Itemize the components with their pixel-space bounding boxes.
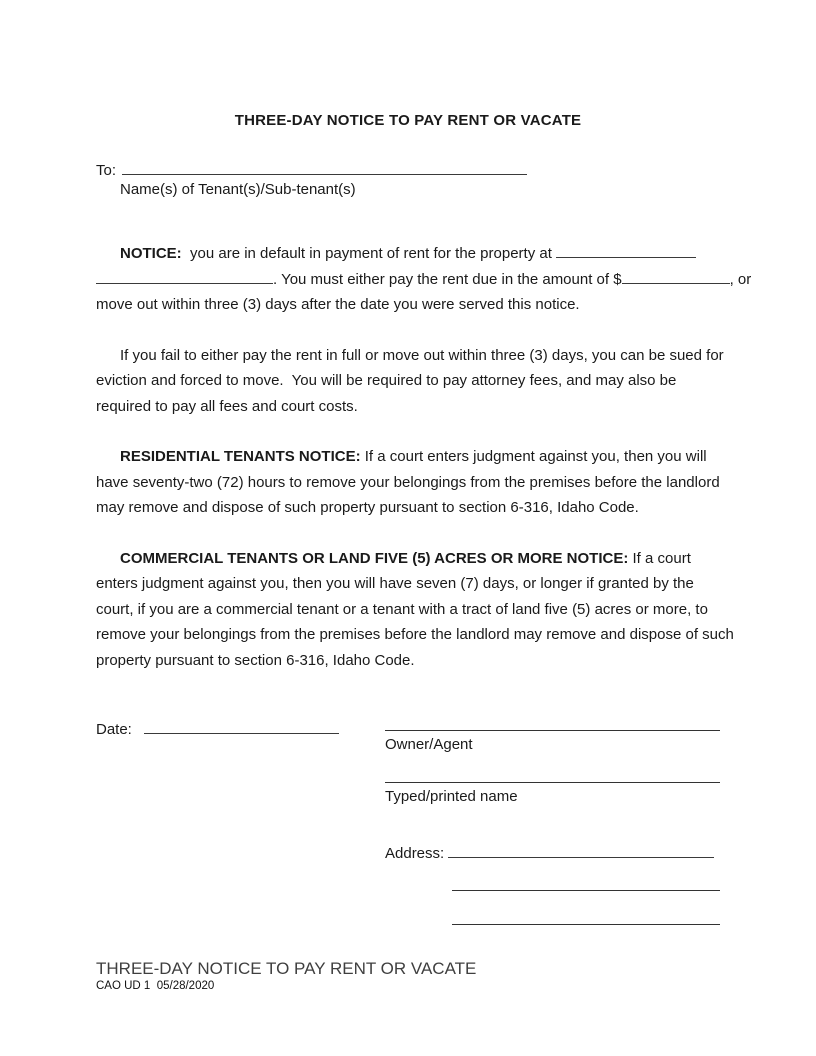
- to-block: [96, 160, 726, 199]
- commercial-line-1: [96, 546, 726, 572]
- date-label: Date:: [96, 721, 132, 738]
- residential-line-2: have seventy-two (72) hours to remove your belongings from the premises before the landlord: [96, 473, 720, 491]
- residential-line-3: may remove and dispose of such property pursuant to section 6-316, Idaho Code.: [96, 499, 639, 516]
- notice-line-2: [96, 267, 752, 293]
- property-address-field-1[interactable]: [556, 243, 696, 258]
- signature-section: [96, 719, 726, 931]
- notice-paragraph: [96, 241, 752, 318]
- notice-line-1: [96, 241, 726, 267]
- to-caption: Name(s) of Tenant(s)/Sub-tenant(s): [120, 181, 356, 198]
- address-field-3[interactable]: [452, 891, 720, 925]
- commercial-label: COMMERCIAL TENANTS OR LAND FIVE (5) ACRES OR MORE NOTICE:: [120, 549, 629, 567]
- notice-line-3: move out within three (3) days after the date you were served this notice.: [96, 296, 580, 313]
- document-title: THREE-DAY NOTICE TO PAY RENT OR VACATE: [234, 112, 582, 129]
- notice-line-2-text: . You must either pay the rent due in the amount of $: [273, 270, 622, 288]
- residential-line-1: [96, 444, 726, 470]
- commercial-line-4: remove your belongings from the premises before the landlord may remove and dispose of such: [96, 626, 734, 643]
- residential-label: RESIDENTIAL TENANTS NOTICE:: [120, 448, 361, 465]
- fail-line-1: If you fail to either pay the rent in full or move out within three (3) days, you can be sued for: [120, 346, 724, 364]
- typed-name-field[interactable]: [385, 754, 720, 783]
- address-field-2[interactable]: [452, 863, 720, 891]
- commercial-line-3: court, if you are a commercial tenant or a tenant with a tract of land five (5) acres or more, to: [96, 600, 708, 618]
- address-label: Address:: [385, 845, 445, 862]
- commercial-line-2: enters judgment against you, then you will have seven (7) days, or longer if granted by the: [96, 575, 694, 592]
- fail-line-2: eviction and forced to move. You will be required to pay attorney fees, and may also be: [96, 372, 677, 389]
- date-row: [96, 719, 339, 739]
- commercial-tenants-paragraph: [96, 546, 734, 674]
- notice-line-2-end: , or: [729, 270, 752, 288]
- rent-amount-field[interactable]: [622, 269, 730, 284]
- footer-title: THREE-DAY NOTICE TO PAY RENT OR VACATE: [96, 959, 477, 978]
- to-label: To:: [96, 162, 117, 179]
- to-line: [96, 160, 726, 180]
- fail-line-3: required to pay all fees and court costs.: [96, 397, 358, 415]
- tenant-names-field[interactable]: [122, 160, 527, 175]
- owner-agent-signature-field[interactable]: [385, 719, 720, 731]
- commercial-line-5: property pursuant to section 6-316, Idaho Code.: [96, 651, 415, 669]
- property-address-field-2[interactable]: [96, 269, 273, 284]
- date-field[interactable]: [144, 719, 339, 734]
- residential-tenants-paragraph: [96, 444, 726, 521]
- page-footer: [96, 959, 726, 993]
- commercial-line-1-text: If a court: [628, 549, 691, 567]
- owner-agent-caption: Owner/Agent: [385, 736, 473, 753]
- address-field-1[interactable]: [448, 843, 714, 858]
- footer-form-code: CAO UD 1 05/28/2020: [96, 980, 215, 992]
- address-row: [385, 843, 720, 863]
- fail-paragraph: [96, 343, 726, 420]
- typed-name-caption: Typed/printed name: [385, 788, 518, 805]
- residential-line-1-text: If a court enters judgment against you, then you will: [360, 448, 707, 465]
- notice-label: NOTICE:: [120, 245, 182, 262]
- signature-column: [385, 719, 720, 925]
- notice-line-1-text: you are in default in payment of rent for the property at: [181, 245, 557, 262]
